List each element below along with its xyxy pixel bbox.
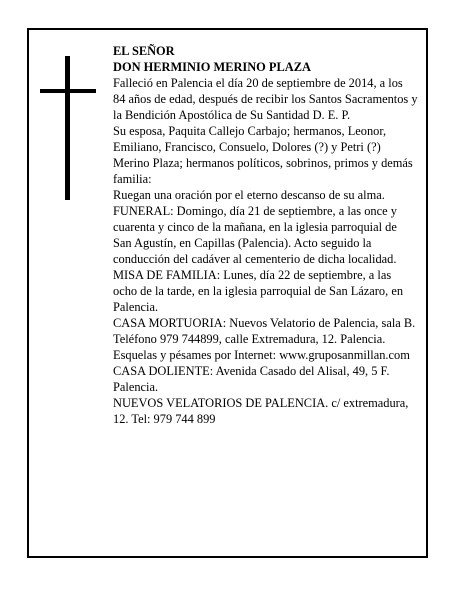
latin-cross-icon: [40, 56, 96, 200]
notice-title: EL SEÑOR: [113, 44, 175, 58]
family-list: Su esposa, Paquita Callejo Carbajo; hermanos, Leonor, Emiliano, Francisco, Consuelo, Dolores (?) y Petri (?) Merino Plaza; hermanos políticos, sobrinos, primos y demás familia:: [113, 124, 413, 186]
death-announcement: Falleció en Palencia el día 20 de septiembre de 2014, a los 84 años de edad, después de recibir los Santos Sacramentos y la Bendición Apostólica de Su Santidad D. E. P.: [113, 76, 418, 122]
velatorios-contact: NUEVOS VELATORIOS DE PALENCIA. c/ extremadura, 12. Tel: 979 744 899: [113, 396, 409, 426]
cross-horizontal-bar: [40, 89, 96, 93]
funeral-home-details: CASA MORTUORIA: Nuevos Velatorio de Palencia, sala B. Teléfono 979 744899, calle Extremadura, 12. Palencia.: [113, 316, 416, 346]
funeral-details: FUNERAL: Domingo, día 21 de septiembre, a las once y cuarenta y cinco de la mañana, en la iglesia parroquial de San Agustín, en Capillas (Palencia). Acto seguido la conducción del cadáver al cementerio de dicha localidad.: [113, 204, 397, 266]
obituary-text: [113, 43, 418, 427]
family-mass-details: MISA DE FAMILIA: Lunes, día 22 de septiembre, a las ocho de la tarde, en la iglesia parroquial de San Lázaro, en Palencia.: [113, 268, 404, 314]
online-condolences: Esquelas y pésames por Internet: www.gruposanmillan.com: [113, 348, 410, 362]
prayer-request: Ruegan una oración por el eterno descanso de su alma.: [113, 188, 385, 202]
deceased-name: DON HERMINIO MERINO PLAZA: [113, 60, 311, 74]
obituary-notice: [27, 28, 428, 558]
mourning-house-address: CASA DOLIENTE: Avenida Casado del Alisal, 49, 5 F. Palencia.: [113, 364, 390, 394]
cross-vertical-bar: [65, 56, 70, 200]
